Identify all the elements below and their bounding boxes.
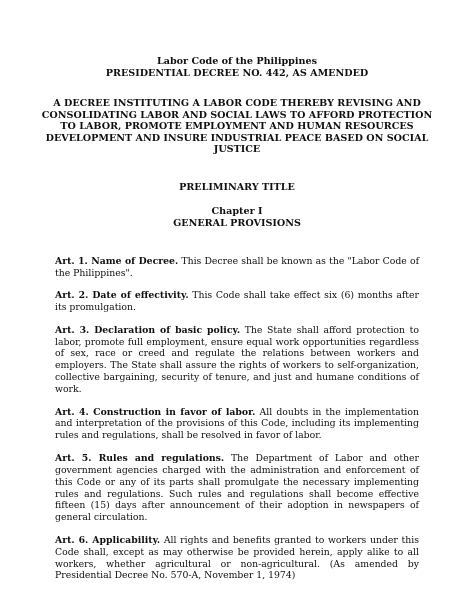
- article-1: [55, 256, 419, 280]
- article-heading: Art. 1. Name of Decree.: [55, 256, 179, 267]
- article-heading: Art. 3. Declaration of basic policy.: [55, 324, 241, 336]
- articles-body: [55, 256, 419, 593]
- article-heading: Art. 4. Construction in favor of labor.: [55, 406, 256, 418]
- article-text: All rights and benefits granted to workers under this Code shall, except as may otherwise be provided herein, apply alike to all workers, whether agricultural or non-agricultural. (As amended by Presidential Decree No. 570-A, November 1, 1974): [55, 534, 419, 582]
- chapter-title: GENERAL PROVISIONS: [173, 217, 301, 229]
- article-3: [55, 325, 419, 396]
- decree-title-line-3: TO LABOR, PROMOTE EMPLOYMENT AND HUMAN RESOURCES: [60, 121, 414, 132]
- chapter-heading: [0, 206, 474, 229]
- article-6: [55, 535, 419, 583]
- article-text: The State shall afford protection to labor, promote full employment, ensure equal work opportunities regardless of sex, race or creed and regulate the relations between workers and employers. The State shall assure the rights of workers to self-organization, collective bargaining, security of tenure, and just and humane conditions of work.: [55, 324, 419, 396]
- article-text: All doubts in the implementation and interpretation of the provisions of this Code, including its implementing rules and regulations, shall be resolved in favor of labor.: [55, 406, 419, 442]
- decree-title-line-2: CONSOLIDATING LABOR AND SOCIAL LAWS TO AFFORD PROTECTION: [41, 109, 433, 121]
- decree-title-line-4: DEVELOPMENT AND INSURE INDUSTRIAL PEACE BASED ON SOCIAL: [45, 132, 429, 144]
- decree-title: [0, 98, 474, 156]
- preliminary-title-text: PRELIMINARY TITLE: [179, 182, 295, 193]
- article-text: This Code shall take effect six (6) months after its promulgation.: [55, 290, 419, 314]
- title-line-1: Labor Code of the Philippines: [156, 56, 318, 67]
- article-2: [55, 290, 419, 314]
- article-heading: Art. 6. Applicability.: [55, 534, 161, 546]
- decree-title-line-1: A DECREE INSTITUTING A LABOR CODE THEREBY REVISING AND: [53, 98, 421, 109]
- article-4: [55, 407, 419, 443]
- decree-title-line-5: JUSTICE: [213, 144, 261, 155]
- title-line-2: PRESIDENTIAL DECREE NO. 442, AS AMENDED: [105, 67, 369, 79]
- preliminary-title: [0, 182, 474, 194]
- document-title: [0, 56, 474, 79]
- article-text: This Decree shall be known as the "Labor Code of the Philippines".: [55, 256, 420, 279]
- article-5: [55, 453, 419, 524]
- article-heading: Art. 5. Rules and regulations.: [55, 452, 225, 464]
- chapter-number: Chapter I: [211, 206, 263, 217]
- article-heading: Art. 2. Date of effectivity.: [55, 290, 189, 302]
- article-text: The Department of Labor and other government agencies charged with the administration and enforcement of this Code or any of its parts shall promulgate the necessary implementing rules and regulations. Such rules and regulations shall become effective fifteen (15) days after announcement of their adoption in newspapers of general circulation.: [55, 452, 419, 524]
